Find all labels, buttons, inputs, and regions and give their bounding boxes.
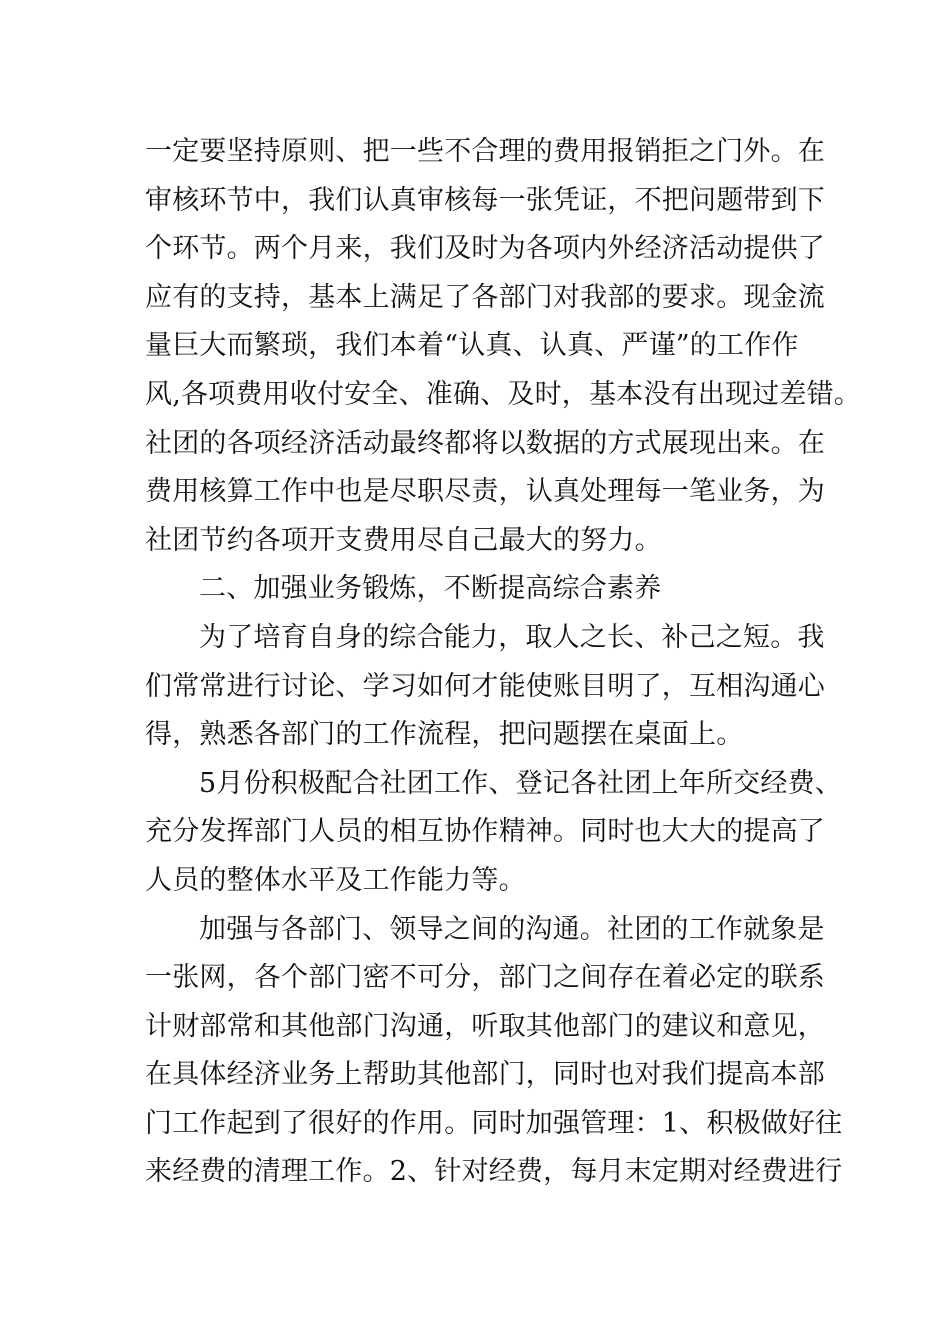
body-line: 风,各项费用收付安全、准确、及时，基本没有出现过差错。 (145, 378, 861, 410)
body-line: 充分发挥部门人员的相互协作精神。同时也大大的提高了 (145, 816, 825, 848)
body-line: 人员的整体水平及工作能力等。 (145, 864, 526, 896)
body-line: 量巨大而繁琐，我们本着“认真、认真、严谨”的工作作 (145, 330, 799, 362)
body-line: 一定要坚持原则、把一些不合理的费用报销拒之门外。在 (145, 136, 825, 167)
body-line: 费用核算工作中也是尽职尽责，认真处理每一笔业务，为 (145, 476, 825, 508)
body-line: 们常常进行讨论、学习如何才能使账目明了，互相沟通心 (145, 670, 825, 702)
body-line: 审核环节中，我们认真审核每一张凭证，不把问题带到下 (145, 184, 825, 216)
body-line: 在具体经济业务上帮助其他部门，同时也对我们提高本部 (145, 1059, 825, 1091)
section-heading: 二、加强业务锻炼，不断提高综合素养 (199, 573, 662, 605)
body-line: 得，熟悉各部门的工作流程，把问题摆在桌面上。 (145, 719, 744, 751)
body-line: 个环节。两个月来，我们及时为各项内外经济活动提供了 (145, 233, 825, 265)
body-line: 计财部常和其他部门沟通，听取其他部门的建议和意见， (145, 1010, 825, 1042)
paragraph-start-line: 5月份积极配合社团工作、登记各社团上年所交经费、 (199, 767, 842, 799)
paragraph-start-line: 加强与各部门、领导之间的沟通。社团的工作就象是 (199, 913, 825, 945)
body-line: 门工作起到了很好的作用。同时加强管理：1、积极做好往 (145, 1107, 843, 1139)
paragraph-start-line: 为了培育自身的综合能力，取人之长、补己之短。我 (199, 621, 825, 653)
body-line: 社团节约各项开支费用尽自己最大的努力。 (145, 524, 662, 556)
document-body (145, 128, 861, 1197)
body-line: 应有的支持，基本上满足了各部门对我部的要求。现金流 (145, 281, 825, 313)
body-line: 一张网，各个部门密不可分，部门之间存在着必定的联系 (145, 962, 825, 994)
body-line: 社团的各项经济活动最终都将以数据的方式展现出来。在 (145, 427, 825, 459)
body-line: 来经费的清理工作。2、针对经费，每月末定期对经费进行 (145, 1156, 843, 1188)
